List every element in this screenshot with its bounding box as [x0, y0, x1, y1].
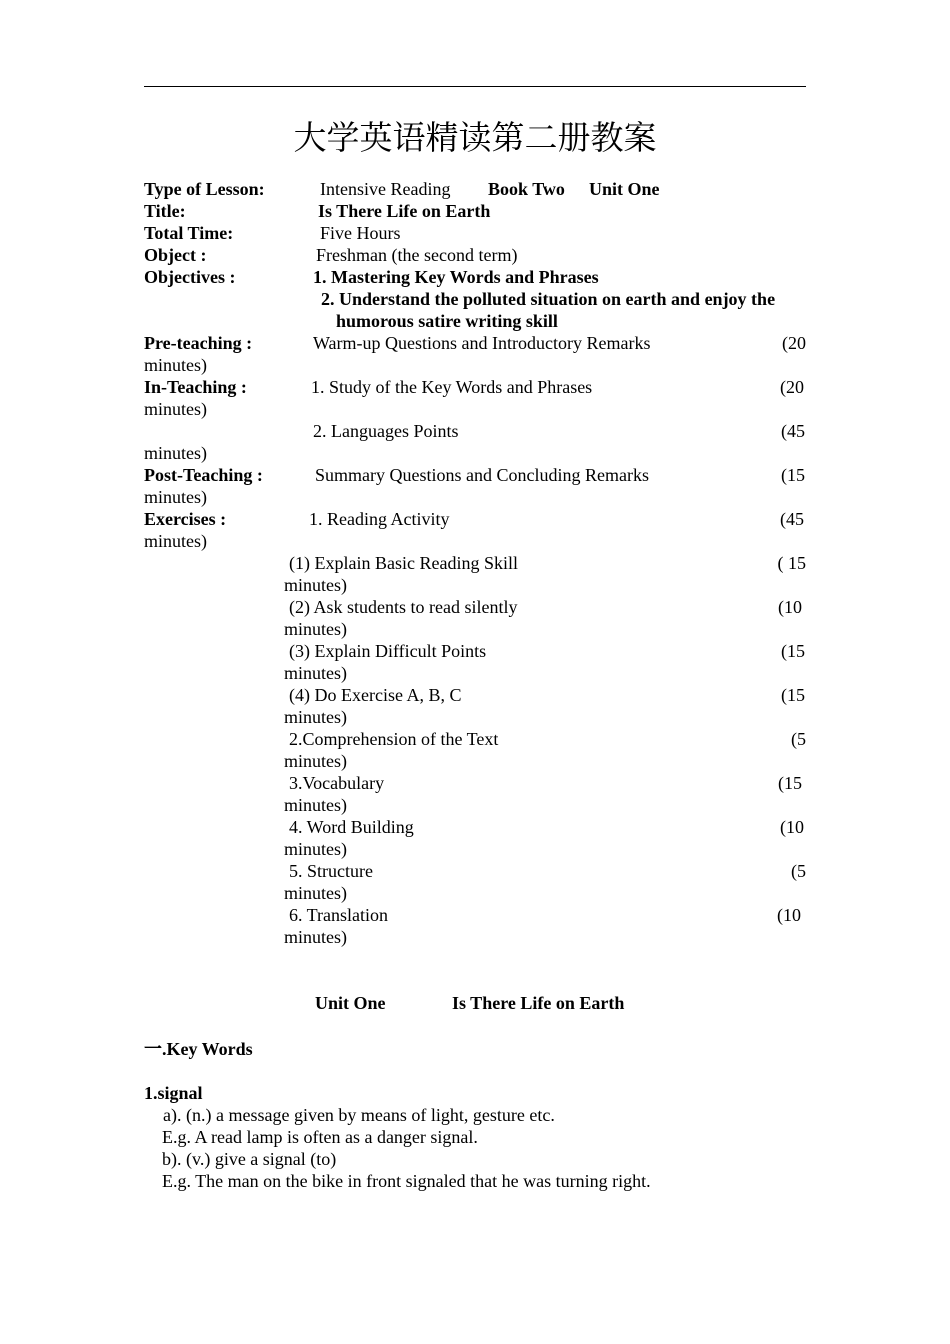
objective-item-1: 1. Mastering Key Words and Phrases — [313, 267, 599, 287]
exercise-subitem-7-time: (10 — [780, 817, 804, 837]
book-label: Book Two — [488, 179, 565, 199]
exercise-subitem-4: (4) Do Exercise A, B, C — [289, 685, 462, 705]
key-words-heading: 一.Key Words — [144, 1039, 253, 1059]
pre-teaching-time-unit: minutes) — [144, 355, 207, 375]
exercise-subitem-3: (3) Explain Difficult Points — [289, 641, 487, 661]
in-teaching-time-1: (20 — [780, 377, 804, 397]
objective-item-2: 2. Understand the polluted situation on earth and enjoy the — [321, 289, 776, 309]
exercise-subitem-5-unit: minutes) — [284, 751, 347, 771]
exercises-time-unit: minutes) — [144, 531, 207, 551]
exercise-subitem-2: (2) Ask students to read silently — [289, 597, 518, 617]
in-teaching-time-2: (45 — [781, 421, 805, 441]
object-value: Freshman (the second term) — [316, 245, 518, 265]
exercise-subitem-3-time: (15 — [781, 641, 805, 661]
exercise-subitem-8-time: (5 — [791, 861, 806, 881]
exercise-subitem-4-time: (15 — [781, 685, 805, 705]
exercise-subitem-6-time: (15 — [778, 773, 802, 793]
title-label: Title: — [144, 201, 186, 221]
vocab-example-verb: E.g. The man on the bike in front signaled that he was turning right. — [162, 1171, 651, 1191]
exercise-subitem-4-unit: minutes) — [284, 707, 347, 727]
exercises-item: 1. Reading Activity — [309, 509, 450, 529]
exercise-subitem-1: (1) Explain Basic Reading Skill — [289, 553, 518, 573]
exercise-subitem-7: 4. Word Building — [289, 817, 414, 837]
total-time-value: Five Hours — [320, 223, 401, 243]
exercise-subitem-5-time: (5 — [791, 729, 806, 749]
exercise-subitem-8: 5. Structure — [289, 861, 373, 881]
exercise-subitem-6-unit: minutes) — [284, 795, 347, 815]
exercise-subitem-6: 3.Vocabulary — [289, 773, 385, 793]
exercise-subitem-9-unit: minutes) — [284, 927, 347, 947]
vocab-definition-verb: b). (v.) give a signal (to) — [162, 1149, 337, 1169]
objectives-label: Objectives : — [144, 267, 236, 287]
exercise-subitem-1-time: ( 15 — [777, 553, 806, 573]
post-teaching-time: (15 — [781, 465, 805, 485]
post-teaching-time-unit: minutes) — [144, 487, 207, 507]
section-unit-heading: Unit One — [315, 993, 386, 1013]
header-rule — [144, 86, 806, 87]
in-teaching-item-1: 1. Study of the Key Words and Phrases — [311, 377, 593, 397]
vocab-example-noun: E.g. A read lamp is often as a danger signal. — [162, 1127, 478, 1147]
in-teaching-time-2-unit: minutes) — [144, 443, 207, 463]
exercise-subitem-9: 6. Translation — [289, 905, 389, 925]
exercise-subitem-8-unit: minutes) — [284, 883, 347, 903]
exercise-subitem-7-unit: minutes) — [284, 839, 347, 859]
pre-teaching-item: Warm-up Questions and Introductory Remarks — [313, 333, 651, 353]
post-teaching-label: Post-Teaching : — [144, 465, 263, 485]
post-teaching-item: Summary Questions and Concluding Remarks — [315, 465, 649, 485]
exercises-label: Exercises : — [144, 509, 227, 529]
exercise-subitem-2-unit: minutes) — [284, 619, 347, 639]
exercise-subitem-3-unit: minutes) — [284, 663, 347, 683]
document-title: 大学英语精读第二册教案 — [293, 118, 657, 157]
unit-label: Unit One — [589, 179, 660, 199]
in-teaching-label: In-Teaching : — [144, 377, 247, 397]
type-of-lesson-value: Intensive Reading — [320, 179, 451, 199]
exercise-subitem-1-unit: minutes) — [284, 575, 347, 595]
exercise-subitem-9-time: (10 — [777, 905, 801, 925]
title-value: Is There Life on Earth — [318, 201, 491, 221]
vocab-word: 1.signal — [144, 1083, 203, 1103]
in-teaching-item-2: 2. Languages Points — [313, 421, 459, 441]
pre-teaching-label: Pre-teaching : — [144, 333, 253, 353]
exercise-subitem-2-time: (10 — [778, 597, 802, 617]
total-time-label: Total Time: — [144, 223, 234, 243]
object-label: Object : — [144, 245, 207, 265]
type-of-lesson-label: Type of Lesson: — [144, 179, 265, 199]
in-teaching-time-1-unit: minutes) — [144, 399, 207, 419]
vocab-definition-noun: a). (n.) a message given by means of light, gesture etc. — [163, 1105, 555, 1125]
pre-teaching-time: (20 — [782, 333, 806, 353]
exercise-subitem-5: 2.Comprehension of the Text — [289, 729, 499, 749]
exercises-time: (45 — [780, 509, 804, 529]
objective-item-2-continued: humorous satire writing skill — [336, 311, 558, 331]
section-title-heading: Is There Life on Earth — [452, 993, 625, 1013]
